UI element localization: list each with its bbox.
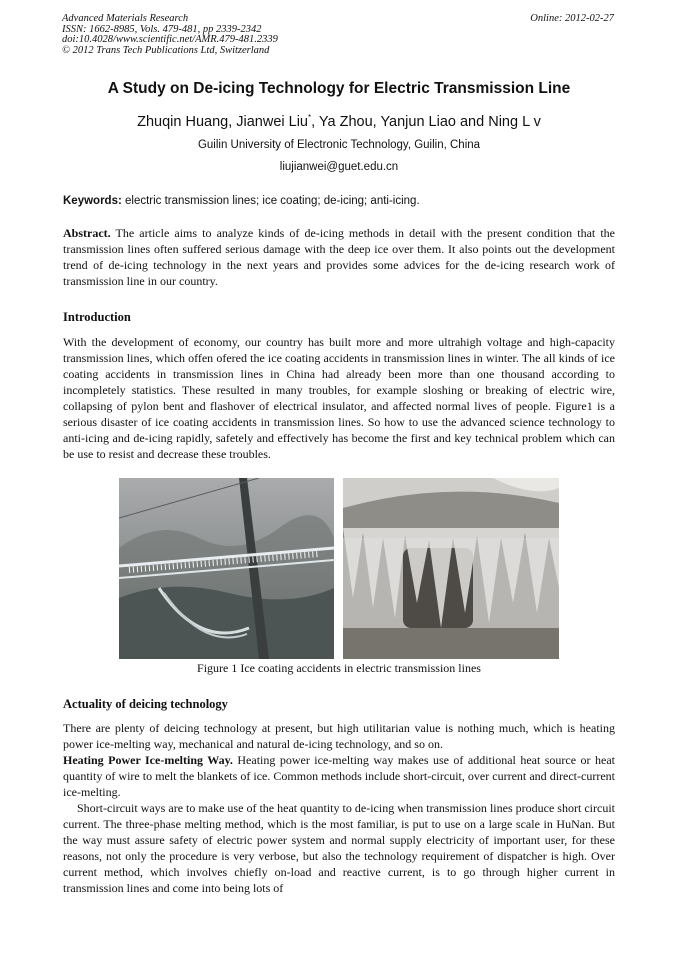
actuality-paragraph-3: Short-circuit ways are to make use of the heat quantity to de-icing when transmission lines produce short circuit current. The three-phase melting method, which is the most familiar, is put to use on a large scale in HuNan. But the way must assure safety of electric power system and normal supply electricity of important user, for these reasons, not only the procedure is very verbose, but also the technology requirement of dispatcher is high. Over current method, which involves chiefly on-load and reactive current, is to go through higher current in transmission lines and come into being lots of [63,801,615,895]
author-email: liujianwei@guet.edu.cn [279,161,399,173]
icy-tower-photo [119,478,334,659]
authors-part2: , Ya Zhou, Yanjun Liao and Ning L v [311,113,541,130]
corresponding-mark: * [308,113,312,122]
actuality-paragraph-1: There are plenty of deicing technology at present, but high utilitarian value is nothing much, which is heating power ice-melting way, mechanical and natural de-icing technology, and so on. [63,721,615,751]
abstract [63,225,615,289]
heating-power-label: Heating Power Ice-melting Way. [63,753,233,767]
introduction-text: With the development of economy, our country has built more and more ultrahigh voltage and high-capacity transmission lines, which offen ofered the ice coating accidents in transmission lines in winter. The all kinds of ice coating accidents in transmission lines in China had already been more than one thousand according to incompletely statistics. These resulted in many troubles, for example sloshing or breaking of electric wire, collapsing of pylon bent and flashover of electrical insulator, and affected normal lives of people. Figure1 is a serious disaster of ice coating accidents in transmission lines. So how to use the advanced science technology to anti-icing and de-icing rapidly, safetely and effectively has become the first and key technical problem which can be use to resist and decrease these troubles. [63,335,615,461]
actuality-body [63,720,615,896]
affiliation: Guilin University of Electronic Technology, Guilin, China [197,139,481,151]
heating-power-text: Heating power ice-melting way makes use of additional heat source or heat quantity of wire to melt the blankets of ice. Common methods include short-circuit, over current and direct-current ice-melting. [63,753,615,799]
actuality-heading: Actuality of deicing technology [63,697,228,711]
actuality-paragraph-2 [63,752,615,800]
icicles-photo [343,478,559,659]
keywords-text: electric transmission lines; ice coating; de-icing; anti-icing. [121,195,420,207]
figure-caption: Figure 1 Ice coating accidents in electric transmission lines [197,661,481,675]
journal-name: Advanced Materials Research [62,13,189,24]
figure-photo-right [343,478,559,659]
doi-line: doi:10.4028/www.scientific.net/AMR.479-481.2339 [62,34,278,46]
keywords-label: Keywords: [63,195,122,207]
author-list [0,113,678,130]
keywords [63,195,615,207]
figure-photo-left [119,478,334,659]
abstract-text: The article aims to analyze kinds of de-icing methods in detail with the present condition that the transmission lines often suffered serious damage with the deep ice over them. It also points out the development trend of de-icing technology in the next years and provides some advices for the de-icing research work of transmission line in our country. [63,226,615,288]
introduction-heading: Introduction [63,310,131,324]
issn-line: ISSN: 1662-8985, Vols. 479-481, pp 2339-2342 [62,23,262,35]
paper-title: A Study on De-icing Technology for Electric Transmission Line [107,80,571,97]
abstract-label: Abstract. [63,226,111,240]
authors-part1: Zhuqin Huang, Jianwei Liu [137,113,308,130]
running-header [62,14,614,56]
online-date: Online: 2012-02-27 [530,13,614,24]
copyright-line: © 2012 Trans Tech Publications Ltd, Switzerland [62,44,270,56]
